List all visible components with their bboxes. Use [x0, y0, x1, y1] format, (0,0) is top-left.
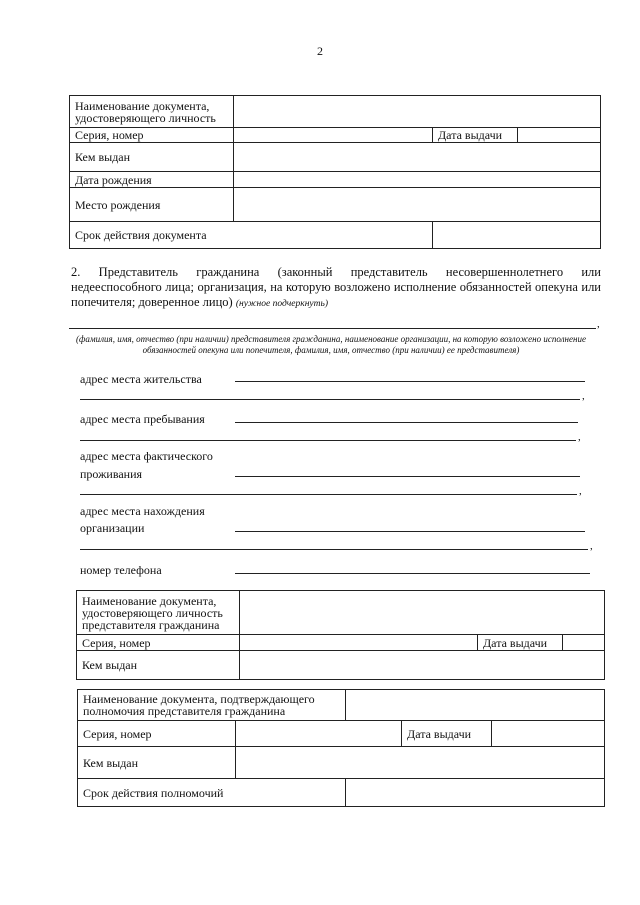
actual-address-label-1: адрес места фактического — [80, 449, 213, 463]
section-2-heading: 2. Представитель гражданина (законный представитель несовершеннолетнего или недееспособного лица; организация, на которую возложено исполнение обязанностей опекуна или попечителя; доверенное лицо) — [71, 265, 601, 309]
authority-doc-name-label: Наименование документа, подтверждающего полномочия представителя гражданина — [78, 690, 346, 721]
authority-issued-by-label: Кем выдан — [78, 747, 236, 779]
authority-series-number-label: Серия, номер — [78, 721, 236, 747]
rep-issued-by-label: Кем выдан — [77, 651, 240, 680]
doc-name-label: Наименование документа, удостоверяющего личность — [70, 96, 234, 128]
rep-issue-date-label: Дата выдачи — [478, 635, 563, 651]
authority-document-table — [77, 689, 605, 807]
authority-doc-name-field[interactable] — [346, 690, 605, 721]
stay-address-line-1[interactable] — [235, 422, 578, 423]
org-address-label-1: адрес места нахождения — [80, 504, 205, 518]
authority-issued-by-field[interactable] — [236, 747, 605, 779]
validity-field[interactable] — [433, 222, 601, 249]
doc-name-field[interactable] — [234, 96, 601, 128]
actual-address-line-2[interactable] — [80, 494, 577, 495]
representative-identity-table — [76, 590, 605, 680]
org-comma: , — [590, 540, 593, 552]
rep-series-number-field[interactable] — [240, 635, 478, 651]
phone-label: номер телефона — [80, 563, 162, 577]
birth-date-label: Дата рождения — [70, 172, 234, 188]
identity-document-table — [69, 95, 601, 249]
authority-validity-label: Срок действия полномочий — [78, 779, 346, 807]
residence-address-line-1[interactable] — [235, 381, 585, 382]
issue-date-field[interactable] — [518, 128, 601, 143]
underline-note: (нужное подчеркнуть) — [235, 299, 328, 309]
residence-address-line-2[interactable] — [80, 399, 580, 400]
stay-comma: , — [578, 431, 581, 443]
org-address-label-2: организации — [80, 521, 145, 535]
issued-by-label: Кем выдан — [70, 143, 234, 172]
birth-date-field[interactable] — [234, 172, 601, 188]
rep-issued-by-field[interactable] — [240, 651, 605, 680]
page-number: 2 — [317, 44, 323, 58]
representative-caption: (фамилия, имя, отчество (при наличии) представителя гражданина, наименование организации, на которую возложено исполнение обязанностей опекуна или попечителя, фамилия, имя, отчество (при наличии) ее представителя) — [76, 334, 586, 355]
actual-address-label-2: проживания — [80, 467, 143, 481]
issued-by-field[interactable] — [234, 143, 601, 172]
actual-comma: , — [579, 485, 582, 497]
series-number-field[interactable] — [234, 128, 433, 143]
section-2-text — [71, 265, 601, 312]
authority-validity-field[interactable] — [346, 779, 605, 807]
org-address-line-2[interactable] — [80, 549, 588, 550]
rep-doc-name-field[interactable] — [240, 591, 605, 635]
phone-line[interactable] — [235, 573, 590, 574]
stay-address-line-2[interactable] — [80, 440, 576, 441]
line-comma: , — [597, 318, 600, 330]
rep-issue-date-field[interactable] — [563, 635, 605, 651]
birth-place-label: Место рождения — [70, 188, 234, 222]
series-number-label: Серия, номер — [70, 128, 234, 143]
issue-date-label: Дата выдачи — [433, 128, 518, 143]
residence-address-label: адрес места жительства — [80, 372, 202, 386]
representative-name-line[interactable] — [69, 328, 596, 329]
validity-label: Срок действия документа — [70, 222, 433, 249]
authority-issue-date-field[interactable] — [492, 721, 605, 747]
authority-issue-date-label: Дата выдачи — [402, 721, 492, 747]
actual-address-line-1[interactable] — [235, 476, 580, 477]
residence-comma: , — [582, 390, 585, 402]
stay-address-label: адрес места пребывания — [80, 412, 205, 426]
birth-place-field[interactable] — [234, 188, 601, 222]
org-address-line-1[interactable] — [235, 531, 585, 532]
rep-series-number-label: Серия, номер — [77, 635, 240, 651]
rep-doc-name-label: Наименование документа, удостоверяющего личность представителя гражданина — [77, 591, 240, 635]
authority-series-number-field[interactable] — [236, 721, 402, 747]
